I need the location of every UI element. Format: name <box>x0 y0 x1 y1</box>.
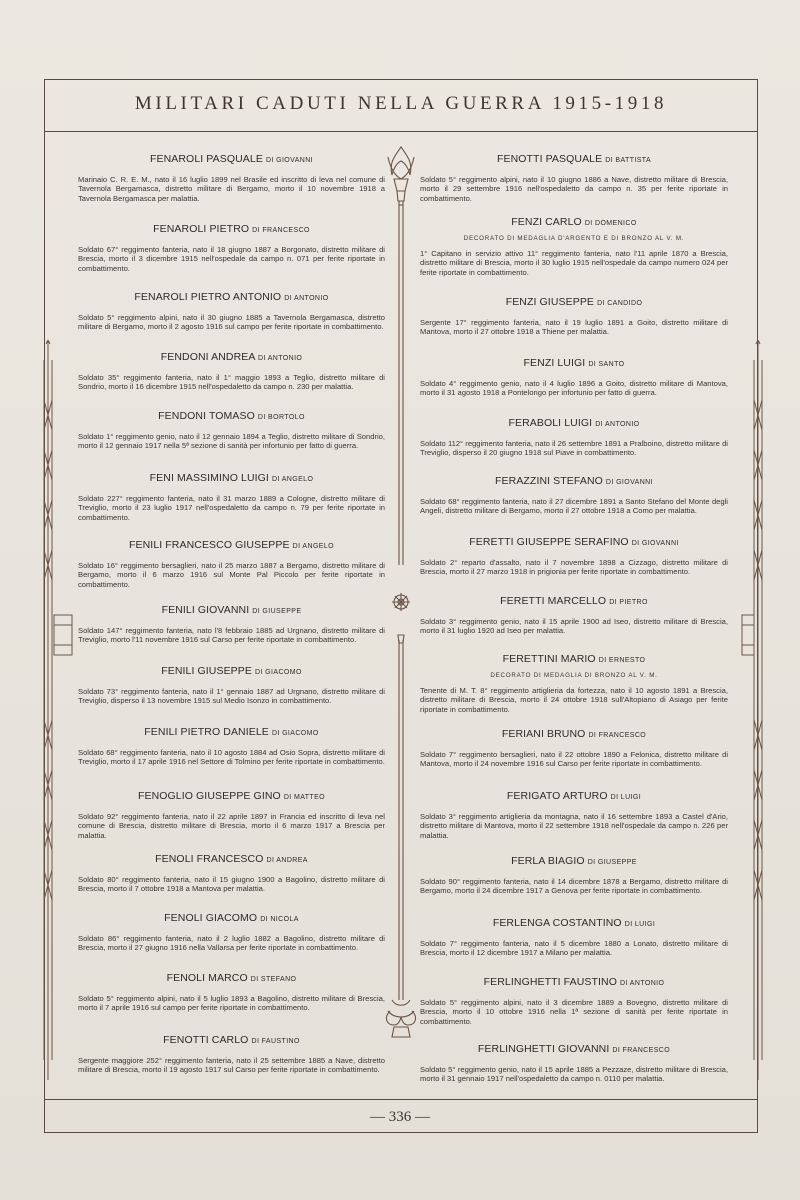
entry-text: Sergente 17° reggimento fanteria, nato il 19 luglio 1891 a Goito, distretto militare di Mantova, morto il 27 ottobre 1918 a Thiene per malattia. <box>420 318 728 337</box>
entry-name: FENZI CARLO DI DOMENICO <box>511 216 637 228</box>
casualty-entry <box>420 855 728 896</box>
casualty-entry <box>420 417 728 458</box>
entry-text: Soldato 5° reggimento alpini, nato il 10 giugno 1886 a Nave, distretto militare di Brescia, morto il 29 settembre 1916 nell'ospedaletto da campo n. 35 per ferite riportate in combattimento. <box>420 175 728 203</box>
entry-name: FERETTI GIUSEPPE SERAFINO DI GIOVANNI <box>469 536 679 548</box>
entry-name: FENILI PIETRO DANIELE DI GIACOMO <box>144 726 319 738</box>
entry-name: FERLINGHETTI GIOVANNI DI FRANCESCO <box>477 1043 671 1055</box>
entry-text: Soldato 3° reggimento artiglieria da montagna, nato il 16 settembre 1893 a Castel d'Ario, distretto militare di Mantova, morto il 22 settembre 1918 nell'ospedale da campo n. 226 per malattia. <box>420 812 728 840</box>
casualty-entry <box>78 351 385 392</box>
casualty-entry <box>420 296 728 337</box>
footer-divider <box>44 1099 758 1100</box>
casualty-entry <box>420 917 728 958</box>
medal-note: DECORATO DI MEDAGLIA DI BRONZO AL V. M. <box>490 672 658 679</box>
entry-name: FERETTINI MARIO DI ERNESTO <box>502 653 646 665</box>
entry-name: FENI MASSIMINO LUIGI DI ANGELO <box>149 472 314 484</box>
entry-text: Soldato 67° reggimento fanteria, nato il 18 giugno 1887 a Borgonato, distretto militare di Brescia, morto il 3 dicembre 1915 nell'ospedale da campo n. 071 per ferite riportate in combattimento. <box>78 245 385 273</box>
casualty-entry <box>78 726 385 767</box>
entry-name: FENOLI MARCO DI STEFANO <box>166 972 297 984</box>
entry-text: Soldato 86° reggimento fanteria, nato il 2 luglio 1882 a Bagolino, distretto militare di Brescia, morto il 27 giugno 1916 nella Vallarsa per ferite riportate in combattimento. <box>78 934 385 953</box>
entry-name: FENOLI GIACOMO DI NICOLA <box>164 912 299 924</box>
casualty-entry <box>420 536 728 577</box>
entry-text: Soldato 7° reggimento bersaglieri, nato il 22 ottobre 1890 a Felonica, distretto militare di Mantova, morto il 24 novembre 1916 sul Carso per ferite riportate in combattimento. <box>420 750 728 769</box>
entry-text: Sergente maggiore 252° reggimento fanteria, nato il 25 settembre 1885 a Nave, distretto militare di Brescia, morto il 19 agosto 1917 sul Carso per ferite riportate in combattimento. <box>78 1056 385 1075</box>
entry-name: FENAROLI PIETRO ANTONIO DI ANTONIO <box>134 291 329 303</box>
casualty-entry <box>420 728 728 769</box>
casualty-entry <box>78 291 385 332</box>
entry-name: FENOLI FRANCESCO DI ANDREA <box>155 853 308 865</box>
entry-text: Soldato 80° reggimento fanteria, nato il 15 giugno 1900 a Bagolino, distretto militare di Brescia, morto il 7 ottobre 1918 a Mantova per malattia. <box>78 875 385 894</box>
page-number: — 336 — <box>370 1109 430 1125</box>
entry-text: Soldato 35° reggimento fanteria, nato il 1° maggio 1893 a Teglio, distretto militare di Sondrio, morto il 16 dicembre 1915 nell'ospedaletto da campo n. 230 per malattia. <box>78 373 385 392</box>
casualty-entry <box>420 595 728 636</box>
entry-name: FENOTTI PASQUALE DI BATTISTA <box>496 153 652 165</box>
entry-text: Soldato 2° reparto d'assalto, nato il 7 novembre 1898 a Cizzago, distretto militare di Brescia, morto il 27 marzo 1918 in prigionia per ferite riportate in combattimento. <box>420 558 728 577</box>
casualty-entry <box>78 665 385 706</box>
casualty-entry <box>78 472 385 522</box>
entry-name: FENILI FRANCESCO GIUSEPPE DI ANGELO <box>129 539 334 551</box>
entry-text: Soldato 5° reggimento alpini, nato il 5 luglio 1893 a Bagolino, distretto militare di Brescia, morto il 7 aprile 1916 sul campo per ferite riportate in combattimento. <box>78 994 385 1013</box>
center-torch-ornament <box>380 145 422 1050</box>
casualty-entry <box>420 976 728 1026</box>
right-fasces-ornament <box>740 340 770 1080</box>
entry-name: FERABOLI LUIGI DI ANTONIO <box>508 417 640 429</box>
casualty-entry <box>78 604 385 645</box>
entry-text: Soldato 5° reggimento alpini, nato il 30 giugno 1885 a Tavernola Bergamasca, distretto militare di Bergamo, morto il 2 agosto 1916 sul campo per ferite riportate in combattimento. <box>78 313 385 332</box>
entry-name: FENAROLI PIETRO DI FRANCESCO <box>153 223 310 235</box>
entry-text: Soldato 1° reggimento genio, nato il 12 gennaio 1894 a Teglio, distretto militare di Sondrio, morto il 12 gennaio 1917 nella 5ª sezione di sanità per infortunio per fatto di guerra. <box>78 432 385 451</box>
casualty-entry <box>420 357 728 398</box>
entry-text: Soldato 92° reggimento fanteria, nato il 22 aprile 1897 in Francia ed inscritto di leva nel comune di Brescia, distretto militare di Brescia, morto il 6 marzo 1917 a Brescia per malattia. <box>78 812 385 840</box>
entry-text: Soldato 5° reggimento genio, nato il 15 aprile 1885 a Pezzaze, distretto militare di Brescia, morto il 31 gennaio 1917 nell'ospedaletto da campo n. 0110 per malattia. <box>420 1065 728 1084</box>
entry-text: Soldato 73° reggimento fanteria, nato il 1° gennaio 1887 ad Urgnano, distretto militare di Treviglio, disperso il 13 novembre 1915 sul Medio Isonzo in combattimento. <box>78 687 385 706</box>
entry-text: Soldato 16° reggimento bersaglieri, nato il 25 marzo 1887 a Bergamo, distretto militare di Bergamo, morto il 6 marzo 1916 sul Monte Pal Piccolo per ferite riportate in combattimento. <box>78 561 385 589</box>
entry-text: Soldato 68° reggimento fanteria, nato il 27 dicembre 1891 a Santo Stefano del Monte degli Angeli, distretto militare di Bergamo, morto il 27 ottobre 1918 a Como per malattia. <box>420 497 728 516</box>
casualty-entry <box>420 153 728 203</box>
entry-text: Soldato 4° reggimento genio, nato il 4 luglio 1896 a Goito, distretto militare di Mantova, morto il 31 agosto 1918 a Pontelongo per infortunio per fatto di guerra. <box>420 379 728 398</box>
entry-name: FERETTI MARCELLO DI PIETRO <box>500 595 648 607</box>
entry-name: FENDONI TOMASO DI BORTOLO <box>158 410 305 422</box>
casualty-entry <box>420 1043 728 1084</box>
entry-text: Soldato 7° reggimento fanteria, nato il 5 dicembre 1880 a Lonato, distretto militare di Brescia, morto il 12 dicembre 1917 a Milano per malattia. <box>420 939 728 958</box>
left-fasces-ornament <box>38 340 74 1080</box>
casualty-entry <box>78 539 385 589</box>
casualty-entry <box>78 790 385 840</box>
casualty-entry <box>420 790 728 840</box>
entry-text: Soldato 68° reggimento fanteria, nato il 10 agosto 1884 ad Osio Sopra, distretto militare di Treviglio, morto il 17 aprile 1916 nel Settore di Tolmino per ferite riportate in combattimento. <box>78 748 385 767</box>
entry-text: Soldato 147° reggimento fanteria, nato l'8 febbraio 1885 ad Urgnano, distretto militare di Treviglio, morto l'11 novembre 1916 sul Carso per ferite riportate in combattimento. <box>78 626 385 645</box>
entry-name: FENZI GIUSEPPE DI CANDIDO <box>505 296 643 308</box>
entry-text: 1° Capitano in servizio attivo 11° reggimento fanteria, nato l'11 aprile 1870 a Brescia, distretto militare di Brescia, morto il 30 luglio 1915 nell'ospedale da campo numero 024 per ferite riportate in combattimento. <box>420 249 728 277</box>
entry-name: FERLINGHETTI FAUSTINO DI ANTONIO <box>483 976 665 988</box>
casualty-entry <box>78 223 385 273</box>
title-divider <box>44 131 758 132</box>
entry-name: FERLA BIAGIO DI GIUSEPPE <box>511 855 637 867</box>
medal-note: DECORATO DI MEDAGLIA D'ARGENTO E DI BRONZO AL V. M. <box>463 235 685 242</box>
entry-text: Soldato 227° reggimento fanteria, nato il 31 marzo 1889 a Cologne, distretto militare di Treviglio, morto il 23 luglio 1917 nell'ospedaletto da campo n. 79 per ferite riportate in combattimento. <box>78 494 385 522</box>
entry-name: FERIGATO ARTURO DI LUIGI <box>506 790 642 802</box>
entry-text: Soldato 3° reggimento genio, nato il 15 aprile 1900 ad Iseo, distretto militare di Brescia, morto il 31 luglio 1920 ad Iseo per malattia. <box>420 617 728 636</box>
entry-name: FENOTTI CARLO DI FAUSTINO <box>163 1034 300 1046</box>
entry-name: FENILI GIOVANNI DI GIUSEPPE <box>161 604 302 616</box>
entry-name: FENDONI ANDREA DI ANTONIO <box>160 351 303 363</box>
entry-text: Soldato 90° reggimento fanteria, nato il 14 dicembre 1878 a Bergamo, distretto militare di Bergamo, morto il 24 dicembre 1917 a Genova per ferite riportate in combattimento. <box>420 877 728 896</box>
page-title: MILITARI CADUTI NELLA GUERRA 1915-1918 <box>134 93 668 114</box>
casualty-entry <box>78 972 385 1013</box>
entry-text: Soldato 112° reggimento fanteria, nato il 26 settembre 1891 a Pralboino, distretto militare di Treviglio, disperso il 20 giugno 1918 sul Piave in combattimento. <box>420 439 728 458</box>
entry-name: FENZI LUIGI DI SANTO <box>523 357 625 369</box>
casualty-entry <box>78 153 385 203</box>
entry-name: FENOGLIO GIUSEPPE GINO DI MATTEO <box>137 790 326 802</box>
entry-name: FERAZZINI STEFANO DI GIOVANNI <box>495 475 653 487</box>
casualty-entry <box>420 653 728 714</box>
casualty-entry <box>78 853 385 894</box>
casualty-entry <box>78 912 385 953</box>
casualty-entry <box>78 410 385 451</box>
casualty-entry <box>420 216 728 277</box>
entry-name: FERLENGA COSTANTINO DI LUIGI <box>492 917 656 929</box>
entry-text: Soldato 5° reggimento alpini, nato il 3 dicembre 1889 a Bovegno, distretto militare di Brescia, morto il 10 ottobre 1916 nella 1ª sezione di sanità per ferite riportate in combattimento. <box>420 998 728 1026</box>
entry-text: Tenente di M. T. 8° reggimento artiglieria da fortezza, nato il 10 agosto 1891 a Brescia, distretto militare di Brescia, morto il 24 ottobre 1918 sull'Altopiano di Asiago per ferite riportate in combattimento. <box>420 686 728 714</box>
casualty-entry <box>78 1034 385 1075</box>
entry-name: FENILI GIUSEPPE DI GIACOMO <box>161 665 302 677</box>
entry-text: Marinaio C. R. E. M., nato il 16 luglio 1899 nel Brasile ed inscritto di leva nel comune di Tavernola Bergamasca, distretto militare di Bergamo, morto il 10 novembre 1918 a Tavernola Bergamasca per malattia. <box>78 175 385 203</box>
casualty-entry <box>420 475 728 516</box>
entry-name: FENAROLI PASQUALE DI GIOVANNI <box>149 153 314 165</box>
entry-name: FERIANI BRUNO DI FRANCESCO <box>501 728 647 740</box>
